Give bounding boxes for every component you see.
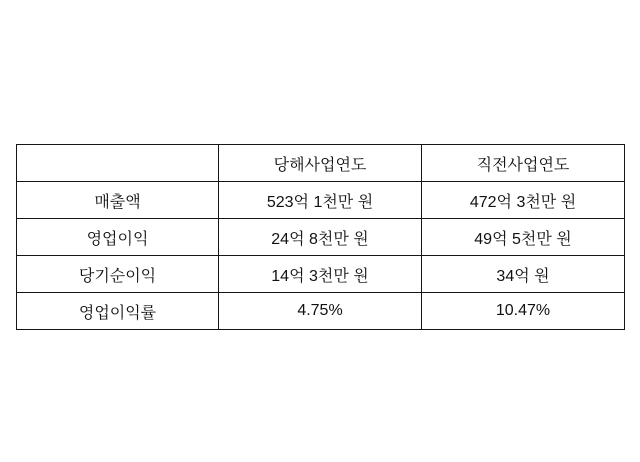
cell-net-income-current: 14억 3천만 원 <box>219 256 422 293</box>
column-header-current-year: 당해사업연도 <box>219 145 422 182</box>
table-header-row <box>17 145 625 182</box>
cell-net-income-previous: 34억 원 <box>422 256 625 293</box>
cell-operating-profit-current: 24억 8천만 원 <box>219 219 422 256</box>
row-label-net-income: 당기순이익 <box>17 256 219 293</box>
table-row <box>17 256 625 293</box>
row-label-revenue: 매출액 <box>17 182 219 219</box>
financial-table-container <box>16 144 624 330</box>
table-header <box>17 145 625 182</box>
table-row <box>17 293 625 330</box>
column-header-previous-year: 직전사업연도 <box>422 145 625 182</box>
cell-revenue-previous: 472억 3천만 원 <box>422 182 625 219</box>
cell-operating-margin-current: 4.75% <box>219 293 422 330</box>
cell-operating-profit-previous: 49억 5천만 원 <box>422 219 625 256</box>
row-label-operating-profit: 영업이익 <box>17 219 219 256</box>
row-label-operating-margin: 영업이익률 <box>17 293 219 330</box>
table-row <box>17 219 625 256</box>
table-row <box>17 182 625 219</box>
financial-summary-table <box>16 144 625 330</box>
table-corner-cell <box>17 145 219 182</box>
table-body <box>17 182 625 330</box>
cell-operating-margin-previous: 10.47% <box>422 293 625 330</box>
cell-revenue-current: 523억 1천만 원 <box>219 182 422 219</box>
